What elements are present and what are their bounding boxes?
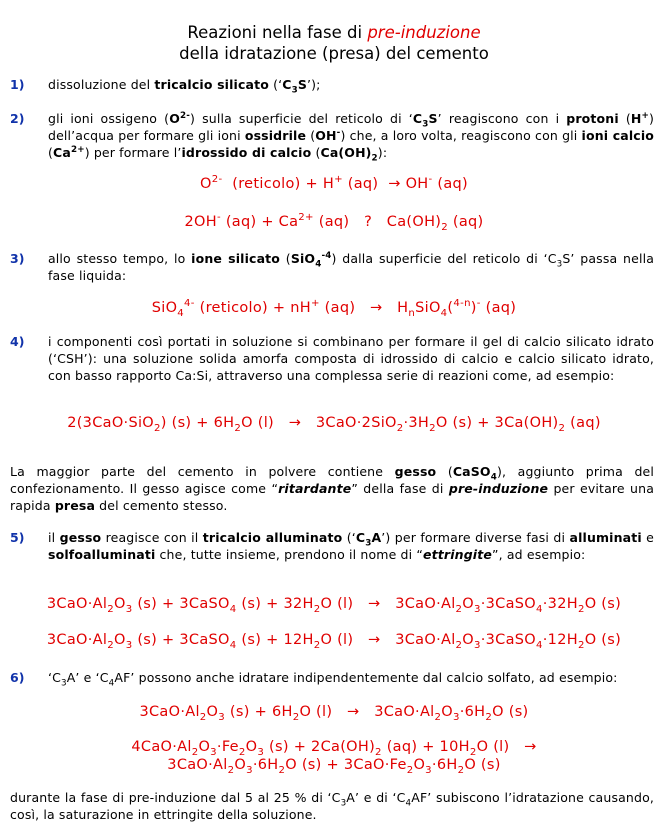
item-3-text: allo stesso tempo, lo ione silicato (SiO$_4^{-4}$) dalla superficie del reticolo di ‘$C_3S$’ passa nella fase liquida: [48,250,655,283]
item-number-5: 5) [10,530,25,545]
item-number-6: 6) [10,670,25,685]
page-title [0,22,668,64]
equation-1: $O^{2-}$ (reticolo) + H+ (aq) → OH- (aq) [200,174,468,192]
title-line-1: Reazioni nella fase di pre-induzione [187,23,481,42]
item-number-1: 1) [10,77,25,92]
equation-5: $3CaO\cdot Al_2O_3$ (s) + 3CaSO$_4$ $(s) + 32H_2O$ $(l) \to 3CaO\cdot Al_2O_3\cdot 3CaSO_4\cdot 32H_2O$ (s) [46,596,622,615]
item-number-3: 3) [10,251,25,266]
item-number-2: 2) [10,111,25,126]
equation-4: 2(3CaO·SiO$_2$) $(s) + 6H_2O$ $(l) \to 3CaO\cdot 2SiO_2\cdot 3H_2O$ $(s) + 3Ca(OH)_2$ (aq) [67,415,601,434]
equation-8-line-2: $3CaO\cdot Al_2O_3\cdot 6H_2O$ $(s) + 3CaO\cdot Fe_2O_3\cdot 6H_2O$ (s) [167,757,501,776]
item-5-text: il gesso reagisce con il tricalcio alluminato $(‘C_3A’)$ per formare diverse fasi di alluminati e solfoalluminati che, tutte insieme, prendono il nome di “ettringite”, ad esempio: [48,530,655,562]
equation-7: $3CaO\cdot Al_2O_3$ $(s) + 6H_2O$ $(l) \to 3CaO\cdot Al_2O_3\cdot 6H_2O$ (s) [139,704,529,723]
equation-8-line-1: $4CaO\cdot Al_2O_3\cdot Fe_2O_3$ $(s) + 2Ca(OH)_2$ $(aq) + 10H_2O$ (l) → [131,739,537,758]
equation-3: SiO$_4^{4-}$ (reticolo) + nH+ $(aq) \to H_nSiO_4(^{4-n})^-$ (aq) [151,298,517,319]
item-2-text: gli ioni ossigeno $(O^{2-})$ sulla superficie del reticolo di ‘$C_3S$’ reagiscono con i protoni (H+) dell’acqua per formare gli ioni ossidrile (OH-) che, a loro volta, reagiscono con gli ioni calcio $(Ca^{2+})$ per formare l’idrossido di calcio $(Ca(OH)_2)$: [48,110,655,164]
item-number-4: 4) [10,334,25,349]
title-emphasis: pre-induzione [367,23,481,42]
final-paragraph: durante la fase di pre-induzione dal 5 al 25 % di ‘$C_3A$’ e di ‘$C_4AF$’ subiscono l’idratazione causando, così, la saturazione in ettringite della soluzione. [10,790,654,822]
equation-2: 2OH- $(aq) + Ca^{2+}$ (aq) ? $Ca(OH)_2$ (aq) [184,212,484,233]
equation-6: $3CaO\cdot Al_2O_3$ (s) + 3CaSO$_4$ $(s) + 12H_2O$ $(l) \to 3CaO\cdot Al_2O_3\cdot 3CaSO_4\cdot 12H_2O$ (s) [46,632,622,651]
title-line-2: della idratazione (presa) del cemento [179,44,489,63]
item-1-text: dissoluzione del tricalcio silicato $(‘C_3S’)$; [48,77,321,96]
item-6-text: ‘$C_3A$’ e ‘$C_4AF$’ possono anche idratare indipendentemente dal calcio solfato, ad esempio: [48,670,618,689]
item-4-text: i componenti così portati in soluzione si combinano per formare il gel di calcio silicato idrato (‘CSH’): una soluzione solida amorfa composta di idrossido di calcio e calcio silicato idrato, con basso rapporto Ca:Si, attraverso una complessa serie di reazioni come, ad esempio: [48,334,654,383]
gesso-paragraph: La maggior parte del cemento in polvere contiene gesso (CaSO$_4$), aggiunto prima del confezionamento. Il gesso agisce come “ritardante” della fase di pre-induzione per evitare una rapida presa del cemento stesso. [10,464,655,513]
